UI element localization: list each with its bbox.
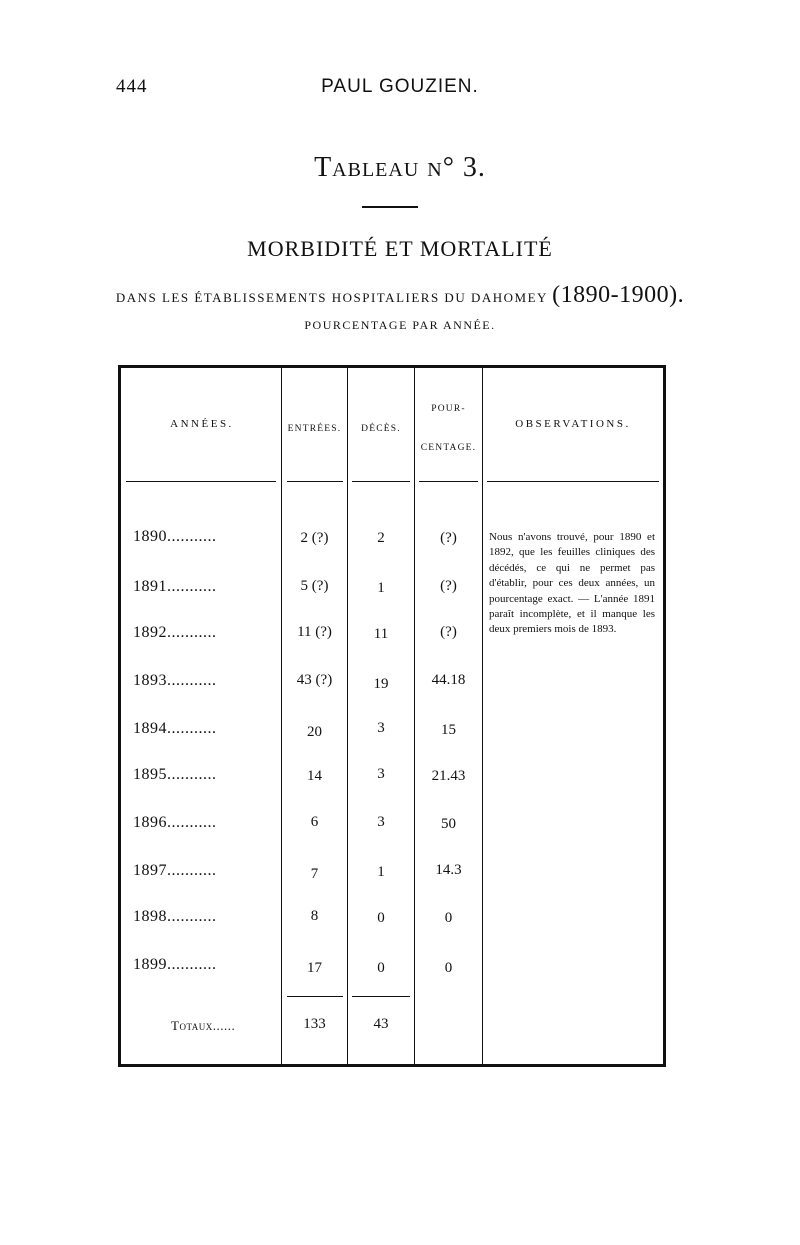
table-right-border (663, 365, 666, 1067)
row-year: 1890........... (133, 528, 217, 545)
totals-entries: 133 (303, 1016, 326, 1032)
header-pct-line1: POUR- (431, 404, 466, 414)
row-deaths: 11 (373, 626, 389, 642)
row-deaths: 2 (377, 530, 385, 546)
row-entries: 11 (?) (297, 624, 332, 640)
header-entries: ENTRÉES. (287, 424, 342, 434)
row-deaths: 3 (377, 766, 385, 782)
row-entries: 5 (?) (300, 578, 329, 594)
row-entries: 6 (310, 814, 319, 830)
header-rule (419, 481, 478, 482)
table-left-border (118, 365, 121, 1067)
row-percentage: (?) (440, 624, 457, 640)
row-year: 1895........... (133, 766, 217, 783)
heading-subtitle-text: DANS LES ÉTABLISSEMENTS HOSPITALIERS DU DAHOMEY (115, 290, 553, 305)
title-rule (362, 206, 418, 208)
row-percentage: (?) (440, 530, 457, 546)
row-year: 1893........... (133, 672, 217, 689)
row-entries: 14 (307, 768, 322, 784)
row-deaths: 3 (377, 814, 385, 830)
row-percentage: 14.3 (435, 862, 462, 878)
row-entries: 8 (310, 908, 319, 924)
row-entries: 7 (310, 866, 319, 882)
row-percentage: 0 (444, 960, 453, 976)
table-top-border (118, 365, 666, 368)
totals-rule (352, 996, 410, 997)
observation-note: Nous n'avons trouvé, pour 1890 et 1892, que les feuilles cliniques des décédés, ce qui ne permet pas d'établir, pour ces deux années, un pourcentage exact. — L'année 1891 paraît incomplète, et il manque les deux premiers mois de 1893. (489, 531, 655, 636)
totals-rule (287, 996, 343, 997)
heading-subtitle-years: (1890-1900). (552, 282, 685, 308)
header-rule (352, 481, 410, 482)
header-years: ANNÉES. (170, 418, 234, 430)
row-entries: 43 (?) (296, 672, 333, 688)
row-percentage: 21.43 (431, 768, 466, 784)
row-percentage: 44.18 (431, 672, 466, 688)
row-entries: 20 (307, 724, 322, 740)
header-rule (126, 481, 276, 482)
row-percentage: (?) (440, 578, 457, 594)
row-deaths: 0 (377, 960, 385, 976)
row-deaths: 1 (377, 864, 385, 880)
totals-deaths: 43 (373, 1016, 389, 1032)
header-rule (487, 481, 659, 482)
header-deaths: DÉCÈS. (361, 424, 401, 434)
row-year: 1896........... (133, 814, 217, 831)
row-year: 1892........... (133, 624, 217, 641)
table-bottom-border (118, 1064, 666, 1067)
row-percentage: 15 (441, 722, 456, 738)
row-percentage: 50 (441, 816, 456, 832)
col-sep-obs (482, 368, 483, 1064)
row-year: 1899........... (133, 956, 217, 973)
page-number: 444 (116, 76, 148, 97)
table-title: Tableau n° 3. (314, 152, 486, 183)
running-head: PAUL GOUZIEN. (321, 76, 479, 97)
heading-subtitle (0, 282, 800, 309)
row-entries: 17 (307, 960, 322, 976)
totals-label: Totaux...... (171, 1018, 236, 1033)
row-deaths: 19 (373, 676, 389, 692)
header-rule (287, 481, 343, 482)
heading-percentage: POURCENTAGE PAR ANNÉE. (304, 318, 496, 332)
row-deaths: 1 (377, 580, 385, 596)
row-year: 1897........... (133, 862, 217, 879)
row-year: 1894........... (133, 720, 217, 737)
row-percentage: 0 (444, 910, 453, 926)
row-entries: 2 (?) (300, 530, 329, 546)
row-deaths: 3 (377, 720, 385, 736)
row-year: 1898........... (133, 908, 217, 925)
header-observations: OBSERVATIONS. (515, 418, 631, 430)
row-year: 1891........... (133, 578, 217, 595)
header-pct-line2: CENTAGE. (420, 443, 477, 453)
row-deaths: 0 (377, 910, 385, 926)
heading-main: MORBIDITÉ ET MORTALITÉ (247, 236, 553, 261)
